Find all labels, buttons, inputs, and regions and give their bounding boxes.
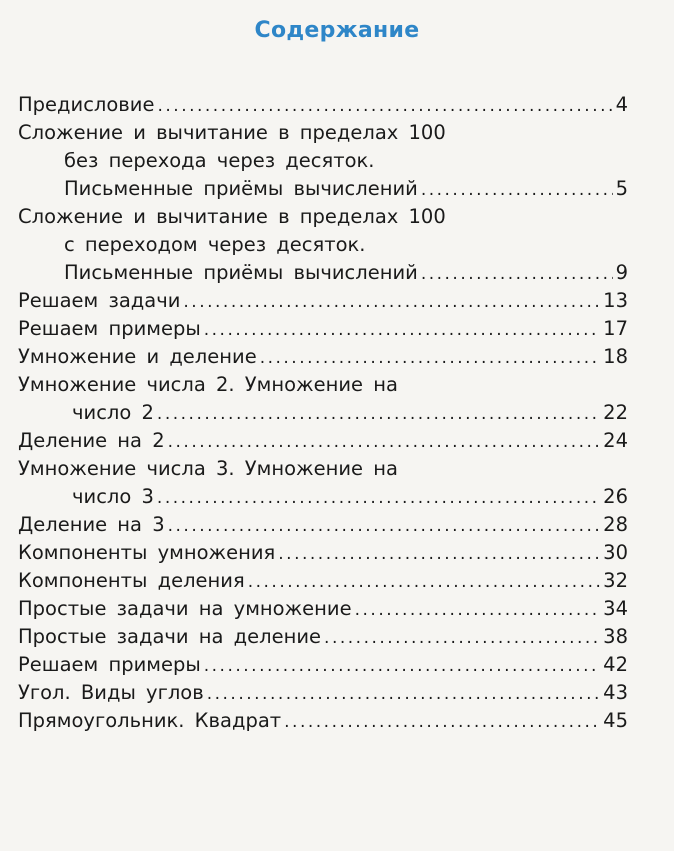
toc-entry-multiplication-components[interactable] — [18, 539, 628, 567]
toc-entry-title: Деление на 2 — [18, 429, 165, 452]
toc-entry-solving-examples-1[interactable] — [18, 315, 628, 343]
toc-page-number: 22 — [603, 401, 628, 424]
toc-leader-dots — [355, 596, 601, 624]
toc-entry-title: число 2 — [72, 401, 154, 424]
toc-entry-rectangle-square[interactable] — [18, 707, 628, 735]
toc-leader-dots — [204, 316, 600, 344]
toc-leader-dots — [168, 428, 601, 456]
toc-entry-title: Умножение и деление — [18, 345, 257, 368]
toc-entry-addition-carry-line2[interactable] — [18, 231, 628, 259]
page-title: Содержание — [254, 18, 420, 43]
toc-leader-dots — [157, 92, 612, 120]
toc-entry-divide-2[interactable] — [18, 427, 628, 455]
toc-page-number: 28 — [603, 513, 628, 536]
toc-entry-division-components[interactable] — [18, 567, 628, 595]
toc-entry-title: Решаем примеры — [18, 653, 201, 676]
toc-entry-title: Компоненты умножения — [18, 541, 276, 564]
toc-entry-preface[interactable] — [18, 91, 628, 119]
toc-entry-written-methods-2[interactable] — [18, 259, 628, 287]
toc-page-number: 30 — [603, 541, 628, 564]
toc-entry-title: Деление на 3 — [18, 513, 165, 536]
toc-page-number: 5 — [615, 177, 628, 200]
toc-entry-title: Сложение и вычитание в пределах 100 — [18, 121, 446, 144]
toc-page-number: 34 — [603, 597, 628, 620]
toc-leader-dots — [324, 624, 600, 652]
toc-page-number: 43 — [603, 681, 628, 704]
toc-leader-dots — [421, 260, 613, 288]
toc-leader-dots — [157, 484, 600, 512]
toc-leader-dots — [284, 708, 600, 736]
toc-page-number: 38 — [603, 625, 628, 648]
toc-entry-written-methods-1[interactable] — [18, 175, 628, 203]
toc-entry-multiplication-division[interactable] — [18, 343, 628, 371]
toc-entry-title: без перехода через десяток. — [64, 149, 375, 172]
toc-entry-title: Угол. Виды углов — [18, 681, 204, 704]
toc-page-number: 17 — [603, 317, 628, 340]
toc-entry-multiply-2-line2[interactable] — [18, 399, 628, 427]
toc-entry-title: Решаем примеры — [18, 317, 201, 340]
toc-entry-title: Умножение числа 3. Умножение на — [18, 457, 398, 480]
toc-page-number: 4 — [615, 93, 628, 116]
toc-leader-dots — [248, 568, 600, 596]
toc-page-number: 24 — [603, 429, 628, 452]
toc-entry-title: число 3 — [72, 485, 154, 508]
toc-leader-dots — [207, 680, 600, 708]
toc-page-number: 18 — [603, 345, 628, 368]
toc-leader-dots — [183, 288, 600, 316]
toc-leader-dots — [168, 512, 601, 540]
toc-page-number: 9 — [615, 261, 628, 284]
toc-entry-multiply-3-line1[interactable] — [18, 455, 628, 483]
toc-entry-title: Простые задачи на деление — [18, 625, 322, 648]
toc-entry-title: Сложение и вычитание в пределах 100 — [18, 205, 446, 228]
toc-entry-addition-no-carry-line2[interactable] — [18, 147, 628, 175]
toc-page-number: 32 — [603, 569, 628, 592]
toc-entry-angle-types[interactable] — [18, 679, 628, 707]
toc-entry-title: Письменные приёмы вычислений — [64, 261, 418, 284]
toc-leader-dots — [157, 400, 600, 428]
toc-page-number: 13 — [603, 289, 628, 312]
toc-entry-title: Умножение числа 2. Умножение на — [18, 373, 398, 396]
toc-entry-title: Прямоугольник. Квадрат — [18, 709, 282, 732]
toc-leader-dots — [260, 344, 600, 372]
toc-entry-addition-no-carry-line1[interactable] — [18, 119, 628, 147]
toc-leader-dots — [421, 176, 613, 204]
toc-entry-solving-examples-2[interactable] — [18, 651, 628, 679]
toc-entry-multiply-3-line2[interactable] — [18, 483, 628, 511]
toc-entry-title: Письменные приёмы вычислений — [64, 177, 418, 200]
toc-entry-title: Компоненты деления — [18, 569, 245, 592]
toc-entry-simple-multiplication-problems[interactable] — [18, 595, 628, 623]
toc-page-number: 42 — [603, 653, 628, 676]
toc-page-number: 45 — [603, 709, 628, 732]
toc-entry-title: Решаем задачи — [18, 289, 181, 312]
toc-entry-title: с переходом через десяток. — [64, 233, 366, 256]
toc-entry-solving-problems[interactable] — [18, 287, 628, 315]
toc-entry-addition-carry-line1[interactable] — [18, 203, 628, 231]
toc-entry-title: Предисловие — [18, 93, 155, 116]
toc-entry-divide-3[interactable] — [18, 511, 628, 539]
toc-page-number: 26 — [603, 485, 628, 508]
toc-leader-dots — [204, 652, 600, 680]
toc-entry-multiply-2-line1[interactable] — [18, 371, 628, 399]
toc-leader-dots — [278, 540, 600, 568]
table-of-contents — [18, 91, 628, 735]
toc-entry-title: Простые задачи на умножение — [18, 597, 352, 620]
toc-entry-simple-division-problems[interactable] — [18, 623, 628, 651]
